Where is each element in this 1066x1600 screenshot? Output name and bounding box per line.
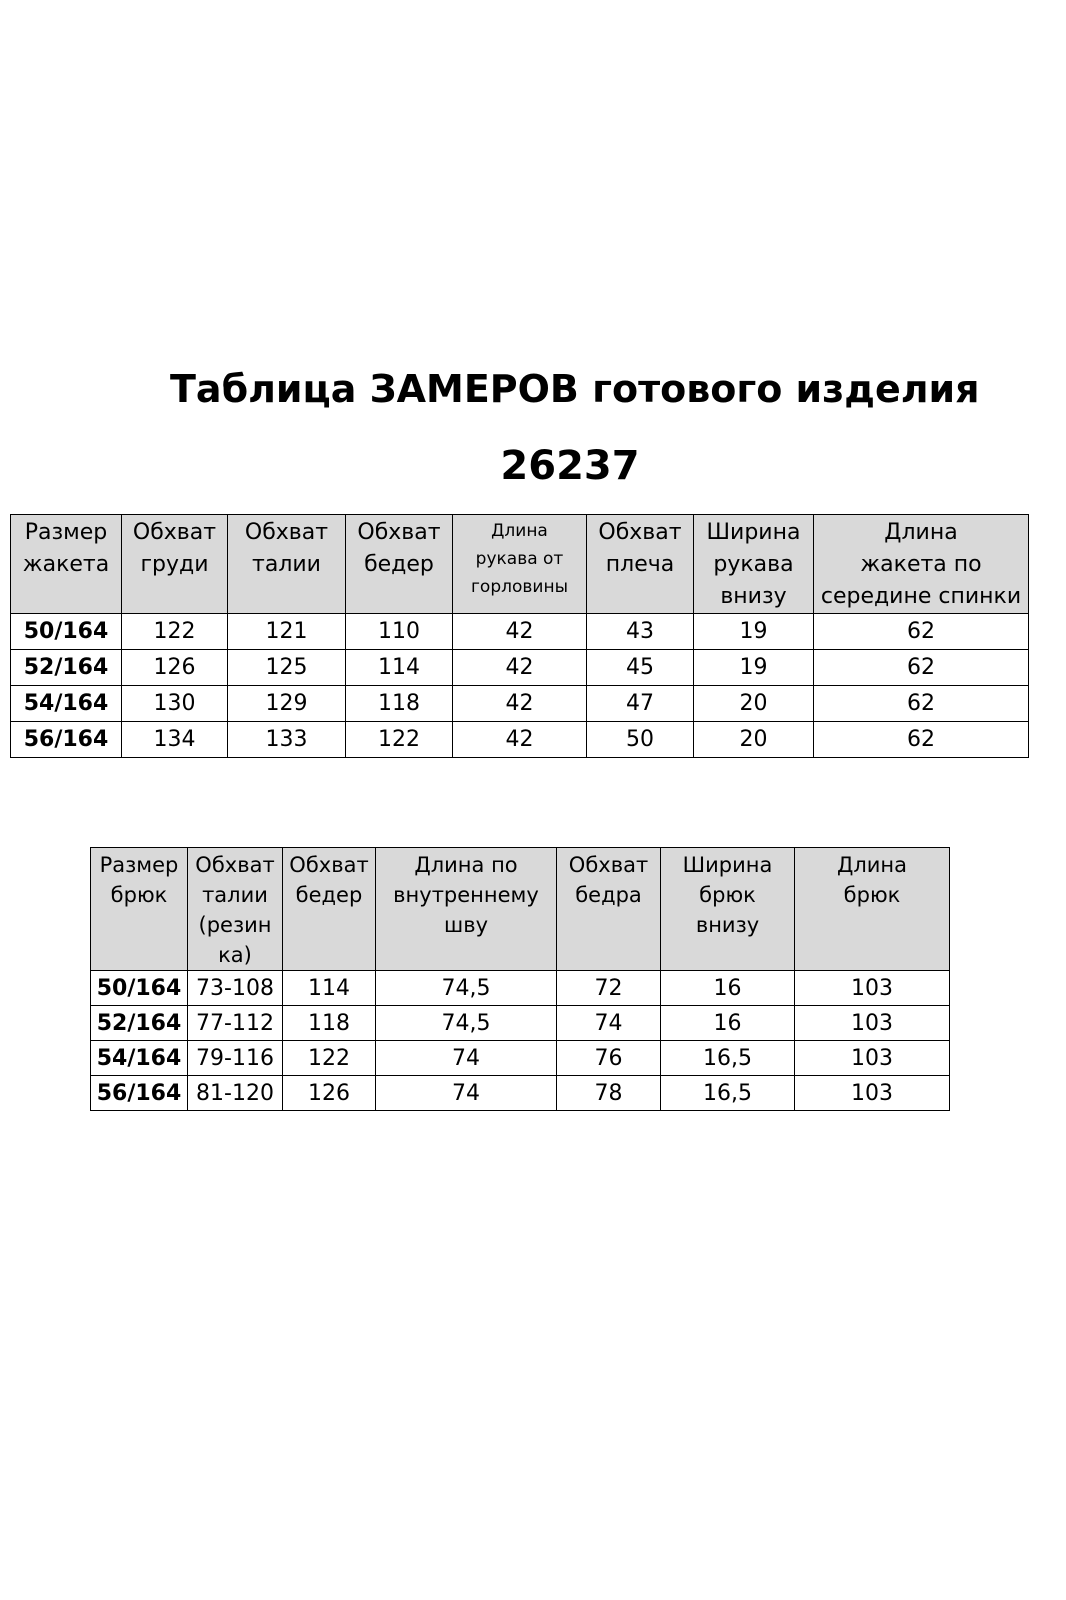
table-cell: 129: [228, 686, 346, 722]
table-cell: 19: [694, 650, 814, 686]
table-cell: 81-120: [188, 1076, 283, 1111]
table-cell: 126: [283, 1076, 376, 1111]
table-cell: 133: [228, 722, 346, 758]
header-cell: Обхват плеча: [587, 515, 694, 614]
table-cell: 76: [557, 1041, 661, 1076]
table-cell: 103: [795, 1076, 950, 1111]
table-cell: 62: [814, 686, 1029, 722]
table-cell: 103: [795, 971, 950, 1006]
header-cell: Обхват талии (резин ка): [188, 848, 283, 971]
table-cell: 121: [228, 614, 346, 650]
table-cell: 78: [557, 1076, 661, 1111]
table-cell: 74: [376, 1041, 557, 1076]
header-cell: Длина жакета по середине спинки: [814, 515, 1029, 614]
table-cell: 50/164: [91, 971, 188, 1006]
header-cell: Обхват груди: [122, 515, 228, 614]
table-cell: 118: [346, 686, 453, 722]
header-cell: Ширина брюк внизу: [661, 848, 795, 971]
table-cell: 103: [795, 1041, 950, 1076]
table-cell: 103: [795, 1006, 950, 1041]
table-cell: 42: [453, 650, 587, 686]
table-cell: 77-112: [188, 1006, 283, 1041]
table-cell: 42: [453, 722, 587, 758]
jacket-measurements-table: [10, 514, 1029, 758]
table-cell: 62: [814, 614, 1029, 650]
table-cell: 16,5: [661, 1076, 795, 1111]
table-cell: 45: [587, 650, 694, 686]
table-cell: 72: [557, 971, 661, 1006]
table-cell: 43: [587, 614, 694, 650]
table-cell: 122: [346, 722, 453, 758]
table-cell: 47: [587, 686, 694, 722]
header-cell: Длина по внутреннему шву: [376, 848, 557, 971]
table-cell: 74,5: [376, 1006, 557, 1041]
header-cell: Размер брюк: [91, 848, 188, 971]
table-cell: 56/164: [11, 722, 122, 758]
header-cell: Обхват бедра: [557, 848, 661, 971]
page-title: Таблица ЗАМЕРОВ готового изделия: [170, 367, 980, 411]
table-cell: 54/164: [91, 1041, 188, 1076]
header-cell: Длина брюк: [795, 848, 950, 971]
table-cell: 54/164: [11, 686, 122, 722]
table-cell: 125: [228, 650, 346, 686]
table-row: [91, 1006, 950, 1041]
table-cell: 52/164: [91, 1006, 188, 1041]
table-cell: 50/164: [11, 614, 122, 650]
table-row: [91, 971, 950, 1006]
header-cell: Обхват талии: [228, 515, 346, 614]
header-cell: Размер жакета: [11, 515, 122, 614]
table-cell: 52/164: [11, 650, 122, 686]
table-cell: 73-108: [188, 971, 283, 1006]
table-cell: 50: [587, 722, 694, 758]
table-cell: 74,5: [376, 971, 557, 1006]
table-cell: 20: [694, 722, 814, 758]
table-cell: 110: [346, 614, 453, 650]
table-header-row: [91, 848, 950, 971]
table-cell: 118: [283, 1006, 376, 1041]
table-cell: 20: [694, 686, 814, 722]
table-cell: 62: [814, 722, 1029, 758]
table-cell: 114: [346, 650, 453, 686]
trousers-measurements-table: [90, 847, 950, 1111]
table-row: [11, 686, 1029, 722]
table-cell: 42: [453, 614, 587, 650]
table-cell: 74: [376, 1076, 557, 1111]
table-cell: 130: [122, 686, 228, 722]
table-row: [91, 1076, 950, 1111]
table-cell: 122: [122, 614, 228, 650]
table-row: [11, 614, 1029, 650]
table-cell: 122: [283, 1041, 376, 1076]
table-cell: 56/164: [91, 1076, 188, 1111]
table-cell: 134: [122, 722, 228, 758]
table-row: [91, 1041, 950, 1076]
table-row: [11, 650, 1029, 686]
table-cell: 42: [453, 686, 587, 722]
table-cell: 79-116: [188, 1041, 283, 1076]
header-cell: Обхват бедер: [346, 515, 453, 614]
table-cell: 74: [557, 1006, 661, 1041]
table-cell: 19: [694, 614, 814, 650]
table-cell: 16,5: [661, 1041, 795, 1076]
table-row: [11, 722, 1029, 758]
header-cell: Ширина рукава внизу: [694, 515, 814, 614]
table-cell: 16: [661, 1006, 795, 1041]
header-cell: Длина рукава от горловины: [453, 515, 587, 614]
table-cell: 126: [122, 650, 228, 686]
header-cell: Обхват бедер: [283, 848, 376, 971]
table-cell: 62: [814, 650, 1029, 686]
table-cell: 114: [283, 971, 376, 1006]
table-cell: 16: [661, 971, 795, 1006]
product-code: 26237: [500, 443, 640, 489]
table-header-row: [11, 515, 1029, 614]
